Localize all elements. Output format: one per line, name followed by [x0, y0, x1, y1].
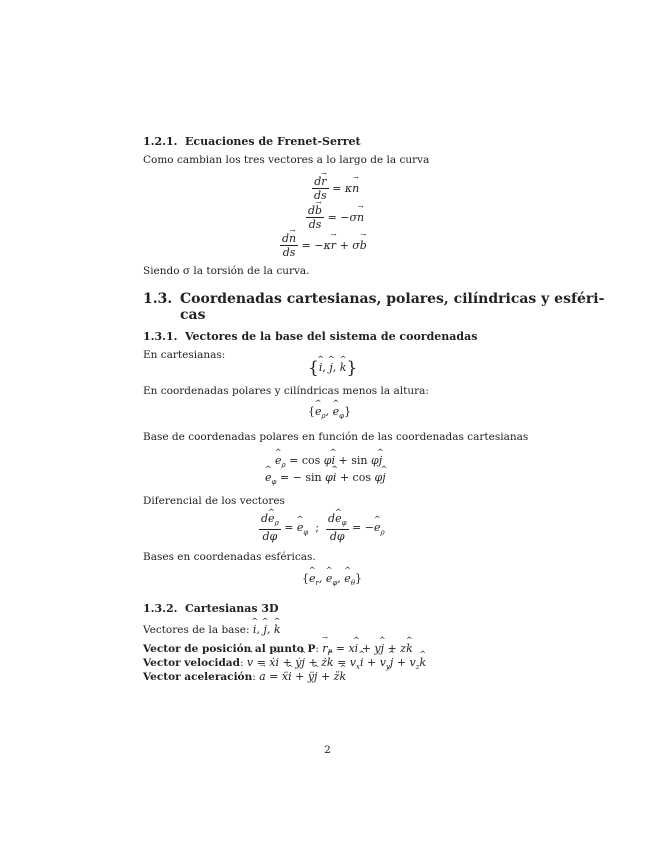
equation-e-phi: e $\^{}_\varphi$ = − sin φi ^ + cos φj ^: [265, 471, 386, 486]
equation-velocidad: v → = ẋi ^ + ẏj ^ + żk ^ = $v_xi$ ^ + $v_yj$ ^ + $v_zk$ ^: [247, 656, 426, 669]
subsection-number: 1.2.1.: [143, 135, 178, 148]
subsection-number: 1.3.2.: [143, 602, 178, 615]
subsection-title: Vectores de la base del sistema de coordenadas: [185, 330, 478, 343]
paragraph-diferencial: Diferencial de los vectores: [143, 495, 285, 507]
line-posicion: Vector de posición al punto P: $r \to_P$ = xi ^ + yj ^ + zk ^: [143, 642, 413, 657]
subsection-heading-1-3-2: [143, 602, 279, 615]
equation-polar-basis: {e $\^{}_\rho$, e $\^{}_\varphi$}: [308, 405, 351, 420]
subsection-heading-1-2-1: [143, 135, 361, 148]
velocidad-label: Vector velocidad: [143, 657, 240, 669]
equation-spherical-basis: {e $\^{}_r$, e $\^{}_\varphi$, e $\^{}_\theta$}: [302, 572, 362, 587]
posicion-label: Vector de posición al punto P: [143, 643, 316, 655]
paragraph-esfericas: Bases en coordenadas esféricas.: [143, 551, 316, 563]
page-number: 2: [324, 744, 331, 756]
subsection-heading-1-3-1: [143, 330, 477, 343]
equation-cartesian-basis: {i ^, j ^, k ^}: [308, 358, 357, 378]
subsection-number: 1.3.1.: [143, 330, 178, 343]
subsection-title: Cartesianas 3D: [185, 602, 279, 615]
equation-posicion: $r \to_P$ = xi ^ + yj ^ + zk ^: [322, 642, 412, 655]
section-number: 1.3.: [143, 291, 173, 307]
section-heading-1-3: [143, 291, 605, 325]
equation-aceleracion: a → = ẍi ^ + ÿj ^ + z̈k ^: [259, 670, 346, 683]
equation-dn-ds: $\frac{dn \to}{ds}$ = −κr → + σb →: [280, 233, 367, 259]
paragraph-sigma: Siendo σ la torsión de la curva.: [143, 265, 310, 277]
equation-differentials: $\frac{de \^{}_\rho}{d\varphi}$ = e $\^{}_\varphi$ ; $\frac{de \^{}_\varphi}{d\varphi}$ = −e $\^{}_\rho$: [259, 513, 385, 543]
equation-dr-ds: $\frac{dr \to}{ds}$ = κn →: [312, 176, 359, 202]
base-3d-label: Vectores de la base:: [143, 624, 250, 636]
base-3d-vectors: i ^, j ^, k ^: [253, 623, 281, 636]
equation-db-ds: $\frac{db \to}{ds}$ = −σn →: [306, 205, 364, 231]
paragraph-frenet-intro: Como cambian los tres vectores a lo largo de la curva: [143, 154, 430, 166]
line-velocidad: Vector velocidad: v → = ẋi ^ + ẏj ^ + żk ^ = $v_xi$ ^ + $v_yj$ ^ + $v_zk$ ^: [143, 656, 426, 671]
paragraph-cartesianas: En cartesianas:: [143, 349, 226, 361]
paragraph-base-polares: Base de coordenadas polares en función de las coordenadas cartesianas: [143, 431, 529, 443]
paragraph-polares: En coordenadas polares y cilíndricas menos la altura:: [143, 385, 429, 397]
equation-e-rho: e $\^{}_\rho = \cos \varphi i$ ^ + sin φj ^: [275, 454, 382, 469]
subsection-title: Ecuaciones de Frenet-Serret: [185, 135, 361, 148]
section-title-line2: cas: [180, 307, 206, 323]
aceleracion-label: Vector aceleración: [143, 671, 253, 683]
line-aceleracion: Vector aceleración: a → = ẍi ^ + ÿj ^ + z̈k ^: [143, 670, 346, 683]
section-title-line1: Coordenadas cartesianas, polares, cilíndricas y esféri-: [180, 291, 605, 307]
paragraph-base-3d: [143, 623, 281, 636]
